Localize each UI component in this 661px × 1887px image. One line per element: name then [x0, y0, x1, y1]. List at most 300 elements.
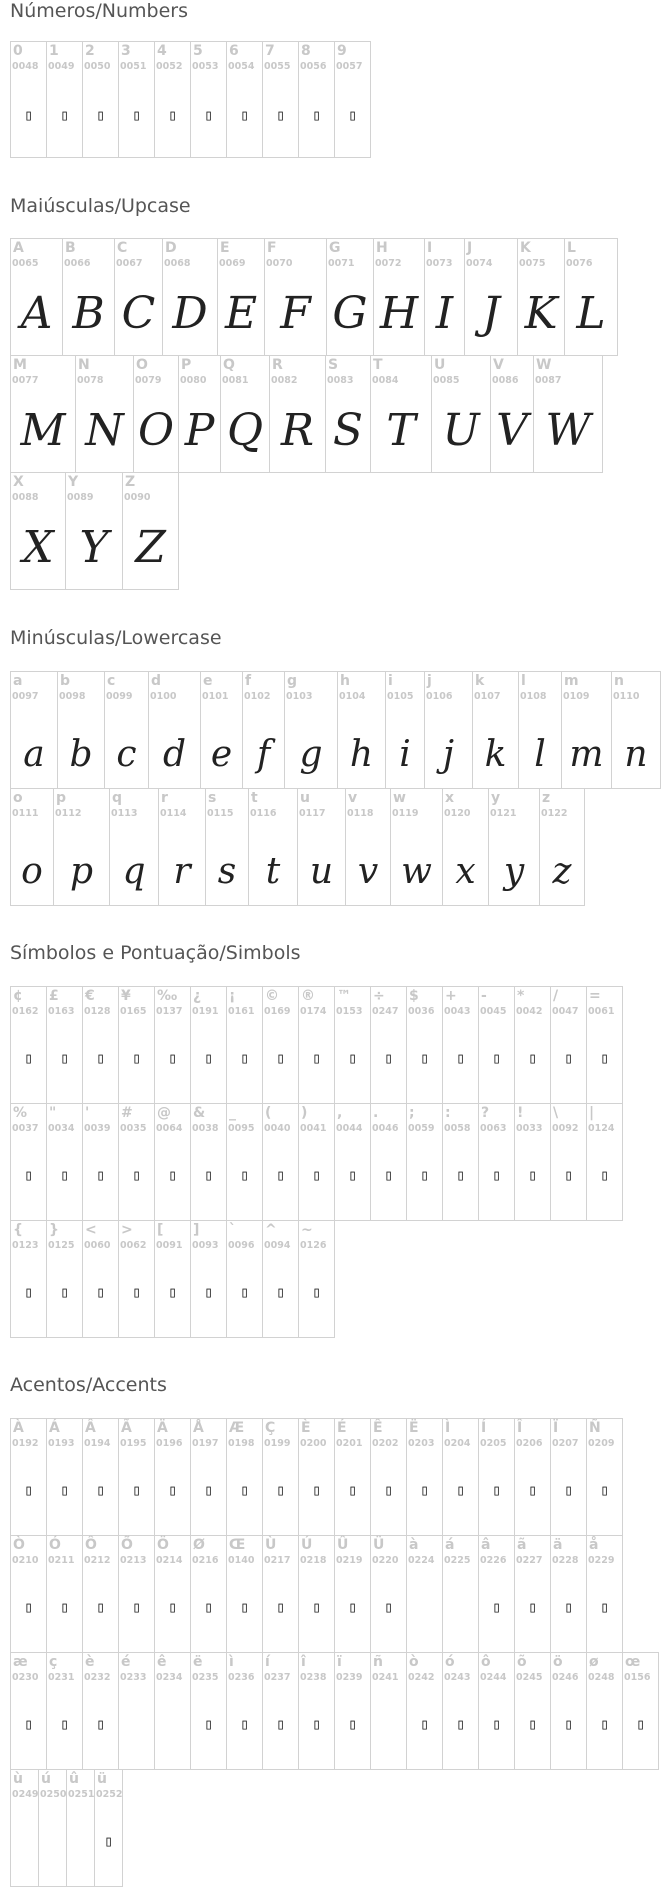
- glyph-character-label: u: [300, 790, 310, 806]
- glyph-character-label: Û: [337, 1537, 349, 1553]
- missing-glyph-icon: ▯: [95, 106, 106, 124]
- glyph-cell: [226, 1103, 263, 1221]
- script-glyph-preview: z: [552, 851, 572, 892]
- glyph-cell: [38, 1769, 67, 1887]
- glyph-code-label: 0219: [336, 1555, 363, 1566]
- glyph-cell: [122, 472, 179, 590]
- missing-glyph-icon: ▯: [103, 1832, 114, 1850]
- glyph-cell: [10, 1652, 47, 1770]
- glyph-code-label: 0064: [156, 1123, 183, 1134]
- glyph-code-label: 0205: [480, 1438, 507, 1449]
- glyph-character-label: ¢: [13, 988, 23, 1004]
- glyph-code-label: 0212: [84, 1555, 111, 1566]
- glyph-cell: [104, 671, 149, 789]
- glyph-character-label: Á: [49, 1420, 60, 1436]
- glyph-cell: [226, 1220, 263, 1338]
- glyph-cell: [370, 1418, 407, 1536]
- missing-glyph-icon: ▯: [59, 1283, 70, 1301]
- glyph-cell: [10, 1103, 47, 1221]
- missing-glyph-icon: ▯: [23, 1481, 34, 1499]
- glyph-cell: [406, 1418, 443, 1536]
- script-glyph-preview: e: [210, 734, 233, 775]
- script-glyph-preview: C: [121, 288, 156, 339]
- glyph-cell: [550, 1535, 587, 1653]
- glyph-character-label: Ô: [85, 1537, 97, 1553]
- missing-glyph-icon: ▯: [491, 1715, 502, 1733]
- glyph-character-label: Æ: [229, 1420, 245, 1436]
- glyph-character-label: î: [301, 1654, 306, 1670]
- script-glyph-preview: F: [280, 288, 311, 339]
- glyph-cell: [334, 41, 371, 158]
- glyph-cell: [10, 788, 54, 906]
- glyph-row: [10, 1103, 623, 1221]
- glyph-cell: [10, 472, 66, 590]
- glyph-character-label: 1: [49, 43, 59, 59]
- missing-glyph-icon: ▯: [455, 1481, 466, 1499]
- glyph-cell: [424, 671, 473, 789]
- glyph-cell: [154, 1220, 191, 1338]
- missing-glyph-icon: ▯: [59, 1049, 70, 1067]
- glyph-code-label: 0057: [336, 61, 363, 72]
- glyph-character-label: q: [112, 790, 123, 806]
- glyph-character-label: #: [121, 1105, 133, 1121]
- missing-glyph-icon: ▯: [491, 1166, 502, 1184]
- glyph-code-label: 0042: [516, 1006, 543, 1017]
- glyph-code-label: 0071: [328, 258, 355, 269]
- glyph-cell: [533, 355, 603, 473]
- glyph-cell: [46, 1418, 83, 1536]
- glyph-cell: [154, 41, 191, 158]
- glyph-code-label: 0174: [300, 1006, 327, 1017]
- script-glyph-preview: y: [503, 851, 525, 892]
- glyph-character-label: <: [85, 1222, 97, 1238]
- glyph-row: [10, 1418, 623, 1536]
- glyph-character-label: H: [376, 240, 388, 256]
- glyph-cell: [109, 788, 159, 906]
- glyph-code-label: 0050: [84, 61, 111, 72]
- glyph-character-label: Å: [193, 1420, 204, 1436]
- glyph-code-label: 0153: [336, 1006, 363, 1017]
- glyph-code-label: 0236: [228, 1672, 255, 1683]
- glyph-character-label: Ò: [13, 1537, 25, 1553]
- script-glyph-preview: Y: [79, 522, 109, 573]
- glyph-code-label: 0235: [192, 1672, 219, 1683]
- missing-glyph-icon: ▯: [491, 1598, 502, 1616]
- glyph-code-label: 0204: [444, 1438, 471, 1449]
- glyph-code-label: 0105: [387, 691, 414, 702]
- missing-glyph-icon: ▯: [131, 1166, 142, 1184]
- missing-glyph-icon: ▯: [95, 1598, 106, 1616]
- glyph-character-label: ¡: [229, 988, 236, 1004]
- script-glyph-preview: P: [184, 405, 215, 456]
- script-glyph-preview: f: [256, 734, 271, 775]
- missing-glyph-icon: ▯: [347, 1598, 358, 1616]
- missing-glyph-icon: ▯: [275, 1166, 286, 1184]
- glyph-cell: [298, 1418, 335, 1536]
- glyph-code-label: 0110: [613, 691, 640, 702]
- script-glyph-preview: l: [534, 734, 546, 775]
- missing-glyph-icon: ▯: [419, 1481, 430, 1499]
- glyph-character-label: ~: [301, 1222, 313, 1238]
- glyph-code-label: 0237: [264, 1672, 291, 1683]
- glyph-code-label: 0100: [150, 691, 177, 702]
- glyph-cell: [586, 1103, 623, 1221]
- glyph-character-label: i: [388, 673, 393, 689]
- script-glyph-preview: M: [20, 405, 66, 456]
- missing-glyph-icon: ▯: [635, 1715, 646, 1733]
- glyph-cell: [478, 1103, 515, 1221]
- glyph-code-label: 0067: [116, 258, 143, 269]
- glyph-character-label: *: [517, 988, 525, 1004]
- glyph-code-label: 0088: [12, 492, 39, 503]
- missing-glyph-icon: ▯: [167, 1598, 178, 1616]
- glyph-character-label: A: [13, 240, 24, 256]
- glyph-cell: [406, 1103, 443, 1221]
- glyph-code-label: 0195: [120, 1438, 147, 1449]
- glyph-row: [10, 1220, 335, 1338]
- glyph-character-label: I: [427, 240, 433, 256]
- glyph-character-label: È: [301, 1420, 311, 1436]
- glyph-cell: [514, 1418, 551, 1536]
- glyph-row: [10, 1769, 123, 1887]
- glyph-character-label: ë: [193, 1654, 203, 1670]
- glyph-code-label: 0226: [480, 1555, 507, 1566]
- glyph-cell: [10, 355, 76, 473]
- missing-glyph-icon: ▯: [563, 1715, 574, 1733]
- glyph-code-label: 0225: [444, 1555, 471, 1566]
- glyph-code-label: 0072: [375, 258, 402, 269]
- glyph-character-label: >: [121, 1222, 133, 1238]
- missing-glyph-icon: ▯: [203, 1283, 214, 1301]
- glyph-cell: [334, 1103, 371, 1221]
- script-glyph-preview: X: [22, 522, 54, 573]
- glyph-cell: [10, 1535, 47, 1653]
- glyph-code-label: 0058: [444, 1123, 471, 1134]
- glyph-code-label: 0053: [192, 61, 219, 72]
- glyph-cell: [262, 1418, 299, 1536]
- script-glyph-preview: A: [20, 288, 53, 339]
- missing-glyph-icon: ▯: [275, 1481, 286, 1499]
- glyph-cell: [478, 1535, 515, 1653]
- glyph-character-label: 0: [13, 43, 23, 59]
- script-glyph-preview: u: [309, 851, 334, 892]
- glyph-cell: [46, 1103, 83, 1221]
- missing-glyph-icon: ▯: [563, 1481, 574, 1499]
- missing-glyph-icon: ▯: [563, 1166, 574, 1184]
- glyph-cell: [118, 1652, 155, 1770]
- glyph-cell: [586, 1418, 623, 1536]
- glyph-character-label: %: [13, 1105, 28, 1121]
- script-glyph-preview: Z: [135, 522, 166, 573]
- glyph-character-label: L: [567, 240, 576, 256]
- script-glyph-preview: H: [379, 288, 419, 339]
- glyph-cell: [148, 671, 201, 789]
- glyph-code-label: 0086: [492, 375, 519, 386]
- section-title: Números/Numbers: [10, 0, 188, 22]
- section-title: Maiúsculas/Upcase: [10, 195, 191, 217]
- glyph-code-label: 0250: [40, 1789, 67, 1800]
- glyph-character-label: F: [267, 240, 277, 256]
- glyph-character-label: À: [13, 1420, 24, 1436]
- glyph-character-label: è: [85, 1654, 95, 1670]
- glyph-code-label: 0252: [96, 1789, 123, 1800]
- glyph-code-label: 0061: [588, 1006, 615, 1017]
- glyph-code-label: 0055: [264, 61, 291, 72]
- glyph-code-label: 0113: [111, 808, 138, 819]
- glyph-cell: [178, 355, 221, 473]
- script-glyph-preview: k: [484, 734, 507, 775]
- glyph-cell: [10, 986, 47, 1104]
- glyph-code-label: 0193: [48, 1438, 75, 1449]
- glyph-code-label: 0199: [264, 1438, 291, 1449]
- glyph-code-label: 0036: [408, 1006, 435, 1017]
- missing-glyph-icon: ▯: [563, 1049, 574, 1067]
- glyph-character-label: á: [445, 1537, 455, 1553]
- glyph-cell: [550, 1652, 587, 1770]
- glyph-code-label: 0119: [392, 808, 419, 819]
- glyph-character-label: .: [373, 1105, 379, 1121]
- glyph-character-label: 9: [337, 43, 347, 59]
- glyph-cell: [373, 238, 425, 356]
- glyph-cell: [345, 788, 391, 906]
- missing-glyph-icon: ▯: [311, 1166, 322, 1184]
- glyph-cell: [514, 986, 551, 1104]
- glyph-character-label: f: [245, 673, 252, 689]
- glyph-character-label: ü: [97, 1771, 107, 1787]
- glyph-character-label: ©: [265, 988, 279, 1004]
- script-glyph-preview: Q: [226, 405, 264, 456]
- glyph-code-label: 0044: [336, 1123, 363, 1134]
- glyph-cell: [82, 1652, 119, 1770]
- glyph-character-label: c: [107, 673, 116, 689]
- glyph-cell: [514, 1535, 551, 1653]
- glyph-code-label: 0098: [59, 691, 86, 702]
- glyph-cell: [298, 1220, 335, 1338]
- glyph-character-label: æ: [13, 1654, 28, 1670]
- glyph-character-label: |: [589, 1105, 595, 1121]
- glyph-code-label: 0082: [271, 375, 298, 386]
- missing-glyph-icon: ▯: [347, 1481, 358, 1499]
- missing-glyph-icon: ▯: [527, 1481, 538, 1499]
- glyph-code-label: 0114: [160, 808, 187, 819]
- missing-glyph-icon: ▯: [203, 1598, 214, 1616]
- glyph-character-label: G: [329, 240, 341, 256]
- missing-glyph-icon: ▯: [419, 1715, 430, 1733]
- glyph-character-label: ^: [265, 1222, 277, 1238]
- glyph-character-label: ã: [517, 1537, 527, 1553]
- missing-glyph-icon: ▯: [23, 1166, 34, 1184]
- glyph-cell: [284, 671, 338, 789]
- glyph-cell: [82, 1103, 119, 1221]
- glyph-code-label: 0070: [266, 258, 293, 269]
- glyph-character-label: ö: [553, 1654, 563, 1670]
- glyph-row: [10, 238, 618, 356]
- glyph-character-label: e: [203, 673, 213, 689]
- script-glyph-preview: r: [173, 851, 191, 892]
- glyph-cell: [490, 355, 534, 473]
- glyph-character-label: J: [467, 240, 473, 256]
- missing-glyph-icon: ▯: [491, 1049, 502, 1067]
- missing-glyph-icon: ▯: [239, 1166, 250, 1184]
- glyph-code-label: 0039: [84, 1123, 111, 1134]
- glyph-code-label: 0106: [426, 691, 453, 702]
- glyph-code-label: 0197: [192, 1438, 219, 1449]
- glyph-character-label: ÷: [373, 988, 385, 1004]
- missing-glyph-icon: ▯: [275, 1715, 286, 1733]
- glyph-cell: [205, 788, 249, 906]
- script-glyph-preview: n: [624, 734, 648, 775]
- glyph-character-label: ä: [553, 1537, 563, 1553]
- glyph-character-label: $: [409, 988, 419, 1004]
- glyph-cell: [46, 1220, 83, 1338]
- glyph-code-label: 0087: [535, 375, 562, 386]
- missing-glyph-icon: ▯: [95, 1481, 106, 1499]
- glyph-character-label: œ: [625, 1654, 641, 1670]
- glyph-cell: [226, 1652, 263, 1770]
- glyph-code-label: 0107: [474, 691, 501, 702]
- glyph-code-label: 0242: [408, 1672, 435, 1683]
- script-glyph-preview: N: [85, 405, 124, 456]
- glyph-cell: [370, 1535, 407, 1653]
- glyph-cell: [370, 1652, 407, 1770]
- glyph-code-label: 0116: [250, 808, 277, 819]
- glyph-code-label: 0102: [244, 691, 271, 702]
- glyph-character-label: _: [229, 1105, 236, 1121]
- glyph-cell: [297, 788, 346, 906]
- glyph-cell: [10, 1769, 39, 1887]
- glyph-cell: [66, 1769, 95, 1887]
- glyph-character-label: ?: [481, 1105, 490, 1121]
- glyph-character-label: -: [481, 988, 487, 1004]
- glyph-cell: [154, 1652, 191, 1770]
- glyph-code-label: 0251: [68, 1789, 95, 1800]
- glyph-code-label: 0244: [480, 1672, 507, 1683]
- glyph-character-label: Í: [481, 1420, 487, 1436]
- glyph-character-label: x: [445, 790, 455, 806]
- missing-glyph-icon: ▯: [275, 106, 286, 124]
- script-glyph-preview: x: [455, 851, 476, 892]
- glyph-character-label: Ñ: [589, 1420, 601, 1436]
- glyph-cell: [118, 41, 155, 158]
- missing-glyph-icon: ▯: [167, 1049, 178, 1067]
- missing-glyph-icon: ▯: [275, 1283, 286, 1301]
- script-glyph-preview: T: [386, 405, 416, 456]
- glyph-cell: [478, 1652, 515, 1770]
- glyph-character-label: 7: [265, 43, 275, 59]
- glyph-character-label: M: [13, 357, 27, 373]
- missing-glyph-icon: ▯: [59, 1598, 70, 1616]
- glyph-cell: [226, 1418, 263, 1536]
- glyph-character-label: Ç: [265, 1420, 276, 1436]
- missing-glyph-icon: ▯: [311, 1715, 322, 1733]
- glyph-cell: [517, 238, 565, 356]
- glyph-code-label: 0040: [264, 1123, 291, 1134]
- glyph-character-label: ): [301, 1105, 308, 1121]
- glyph-character-label: ê: [157, 1654, 167, 1670]
- glyph-cell: [370, 355, 432, 473]
- glyph-code-label: 0249: [12, 1789, 39, 1800]
- missing-glyph-icon: ▯: [419, 1049, 430, 1067]
- glyph-cell: [370, 1103, 407, 1221]
- glyph-character-label: V: [493, 357, 504, 373]
- glyph-code-label: 0099: [106, 691, 133, 702]
- glyph-code-label: 0092: [552, 1123, 579, 1134]
- glyph-cell: [442, 788, 489, 906]
- glyph-code-label: 0192: [12, 1438, 39, 1449]
- glyph-code-label: 0233: [120, 1672, 147, 1683]
- missing-glyph-icon: ▯: [239, 1715, 250, 1733]
- glyph-code-label: 0230: [12, 1672, 39, 1683]
- glyph-cell: [262, 1652, 299, 1770]
- missing-glyph-icon: ▯: [23, 1598, 34, 1616]
- glyph-cell: [114, 238, 163, 356]
- script-glyph-preview: w: [401, 851, 432, 892]
- glyph-code-label: 0103: [286, 691, 313, 702]
- glyph-cell: [514, 1103, 551, 1221]
- glyph-character-label: [: [157, 1222, 164, 1238]
- glyph-code-label: 0097: [12, 691, 39, 702]
- glyph-character-label: Ø: [193, 1537, 205, 1553]
- glyph-cell: [262, 41, 299, 158]
- script-glyph-preview: L: [576, 288, 606, 339]
- glyph-code-label: 0054: [228, 61, 255, 72]
- missing-glyph-icon: ▯: [203, 1166, 214, 1184]
- glyph-code-label: 0245: [516, 1672, 543, 1683]
- glyph-code-label: 0093: [192, 1240, 219, 1251]
- glyph-code-label: 0163: [48, 1006, 75, 1017]
- glyph-cell: [118, 1103, 155, 1221]
- glyph-cell: [190, 1418, 227, 1536]
- glyph-cell: [550, 1418, 587, 1536]
- missing-glyph-icon: ▯: [59, 1715, 70, 1733]
- script-glyph-preview: h: [349, 734, 374, 775]
- glyph-character-label: â: [481, 1537, 491, 1553]
- glyph-character-label: 5: [193, 43, 203, 59]
- glyph-row: [10, 472, 179, 590]
- missing-glyph-icon: ▯: [311, 1481, 322, 1499]
- glyph-character-label: ó: [445, 1654, 455, 1670]
- glyph-code-label: 0080: [180, 375, 207, 386]
- glyph-code-label: 0247: [372, 1006, 399, 1017]
- glyph-cell: [337, 671, 386, 789]
- glyph-row: [10, 1652, 659, 1770]
- section-title: Acentos/Accents: [10, 1374, 167, 1396]
- glyph-code-label: 0161: [228, 1006, 255, 1017]
- glyph-character-label: ": [49, 1105, 57, 1121]
- glyph-character-label: ;: [409, 1105, 415, 1121]
- script-glyph-preview: R: [280, 405, 315, 456]
- glyph-code-label: 0211: [48, 1555, 75, 1566]
- glyph-cell: [118, 1220, 155, 1338]
- glyph-cell: [298, 986, 335, 1104]
- glyph-code-label: 0198: [228, 1438, 255, 1449]
- glyph-cell: [190, 986, 227, 1104]
- glyph-character-label: d: [151, 673, 162, 689]
- glyph-character-label: S: [328, 357, 339, 373]
- glyph-cell: [248, 788, 298, 906]
- missing-glyph-icon: ▯: [527, 1049, 538, 1067]
- glyph-character-label: Y: [68, 474, 79, 490]
- glyph-code-label: 0241: [372, 1672, 399, 1683]
- glyph-cell: [298, 1535, 335, 1653]
- glyph-code-label: 0043: [444, 1006, 471, 1017]
- glyph-character-label: P: [181, 357, 192, 373]
- glyph-cell: [514, 1652, 551, 1770]
- glyph-character-label: Ó: [49, 1537, 61, 1553]
- glyph-character-label: ù: [13, 1771, 23, 1787]
- glyph-character-label: =: [589, 988, 601, 1004]
- glyph-cell: [390, 788, 443, 906]
